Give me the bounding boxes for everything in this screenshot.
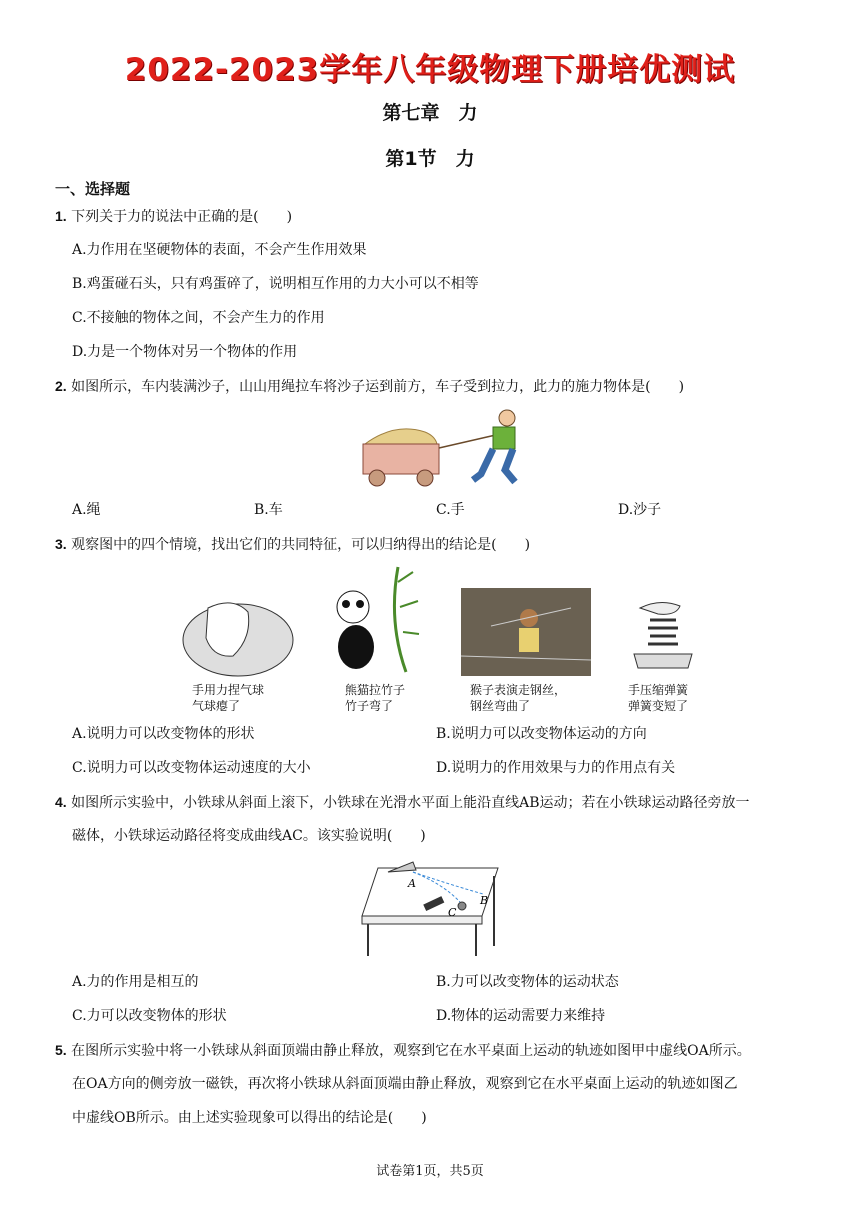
panda-bamboo-figure bbox=[328, 562, 423, 677]
option[interactable]: B.鸡蛋碰石头，只有鸡蛋碎了，说明相互作用的力大小可以不相等 bbox=[72, 276, 479, 292]
question-number: 2. bbox=[55, 378, 67, 394]
question-number: 1. bbox=[55, 208, 67, 224]
cart-pulling-figure bbox=[355, 402, 530, 492]
part-heading: 一、选择题 bbox=[55, 180, 131, 198]
figure-caption: 熊猫拉竹子 bbox=[345, 683, 406, 697]
option[interactable]: B.力可以改变物体的运动状态 bbox=[436, 974, 619, 990]
question-text: 如图所示，车内装满沙子，山山用绳拉车将沙子运到前方，车子受到拉力，此力的施力物体是( ) bbox=[71, 379, 685, 395]
page-title: 2022-2023学年八年级物理下册培优测试 bbox=[124, 52, 736, 88]
option[interactable]: B.车 bbox=[254, 502, 283, 518]
question-1 bbox=[55, 206, 292, 227]
point-label: C bbox=[448, 906, 457, 919]
option[interactable]: D.物体的运动需要力来维持 bbox=[436, 1008, 606, 1024]
option[interactable]: D.沙子 bbox=[618, 502, 662, 518]
option[interactable]: B.说明力可以改变物体运动的方向 bbox=[436, 726, 647, 742]
question-text: 在图所示实验中将一小铁球从斜面顶端由静止释放，观察到它在水平桌面上运动的轨迹如图甲中虚线OA所示。 bbox=[71, 1043, 751, 1059]
question-3 bbox=[55, 534, 530, 555]
question-number: 4. bbox=[55, 794, 67, 810]
option[interactable]: A.力作用在坚硬物体的表面，不会产生作用效果 bbox=[72, 242, 367, 258]
chapter-title: 第七章 力 bbox=[382, 102, 478, 124]
figure-caption: 弹簧变短了 bbox=[628, 699, 689, 713]
option[interactable]: C.力可以改变物体的形状 bbox=[72, 1008, 227, 1024]
figure-caption: 猴子表演走钢丝， bbox=[470, 683, 567, 697]
point-label: A bbox=[408, 877, 416, 890]
question-text-continued: 在OA方向的侧旁放一磁铁，再次将小铁球从斜面顶端由静止释放，观察到它在水平桌面上运动的轨迹如图乙 bbox=[72, 1076, 738, 1092]
option[interactable]: D.力是一个物体对另一个物体的作用 bbox=[72, 344, 298, 360]
question-text-continued: 磁体，小铁球运动路径将变成曲线AC。该实验说明( ) bbox=[72, 828, 426, 844]
section-title: 第1节 力 bbox=[385, 148, 475, 170]
question-text: 下列关于力的说法中正确的是( ) bbox=[71, 209, 293, 225]
question-text: 观察图中的四个情境，找出它们的共同特征，可以归纳得出的结论是( ) bbox=[71, 537, 531, 553]
point-label: B bbox=[480, 894, 489, 907]
question-text: 如图所示实验中，小铁球从斜面上滚下，小铁球在光滑水平面上能沿直线AB运动；若在小铁球运动路径旁放一 bbox=[71, 795, 750, 811]
figure-caption: 气球瘪了 bbox=[192, 699, 241, 713]
spring-press-figure bbox=[630, 598, 696, 673]
monkey-tightrope-figure bbox=[461, 588, 591, 676]
question-number: 5. bbox=[55, 1042, 67, 1058]
balloon-squeeze-figure bbox=[178, 598, 298, 678]
question-number: 3. bbox=[55, 536, 67, 552]
option[interactable]: D.说明力的作用效果与力的作用点有关 bbox=[436, 760, 676, 776]
question-text-continued: 中虚线OB所示。由上述实验现象可以得出的结论是( ) bbox=[72, 1110, 427, 1126]
option[interactable]: A.力的作用是相互的 bbox=[72, 974, 199, 990]
figure-caption: 钢丝弯曲了 bbox=[470, 699, 531, 713]
question-4 bbox=[55, 792, 750, 813]
figure-caption: 手压缩弹簧 bbox=[628, 683, 689, 697]
figure-caption: 竹子弯了 bbox=[345, 699, 394, 713]
option[interactable]: A.绳 bbox=[72, 502, 101, 518]
question-2 bbox=[55, 376, 684, 397]
magnet-ball-experiment-figure bbox=[358, 856, 504, 960]
option[interactable]: C.手 bbox=[436, 502, 465, 518]
question-5 bbox=[55, 1040, 751, 1061]
page-footer: 试卷第1页，共5页 bbox=[376, 1164, 484, 1179]
option[interactable]: C.不接触的物体之间，不会产生力的作用 bbox=[72, 310, 325, 326]
option[interactable]: A.说明力可以改变物体的形状 bbox=[72, 726, 255, 742]
figure-caption: 手用力捏气球 bbox=[192, 683, 265, 697]
option[interactable]: C.说明力可以改变物体运动速度的大小 bbox=[72, 760, 311, 776]
